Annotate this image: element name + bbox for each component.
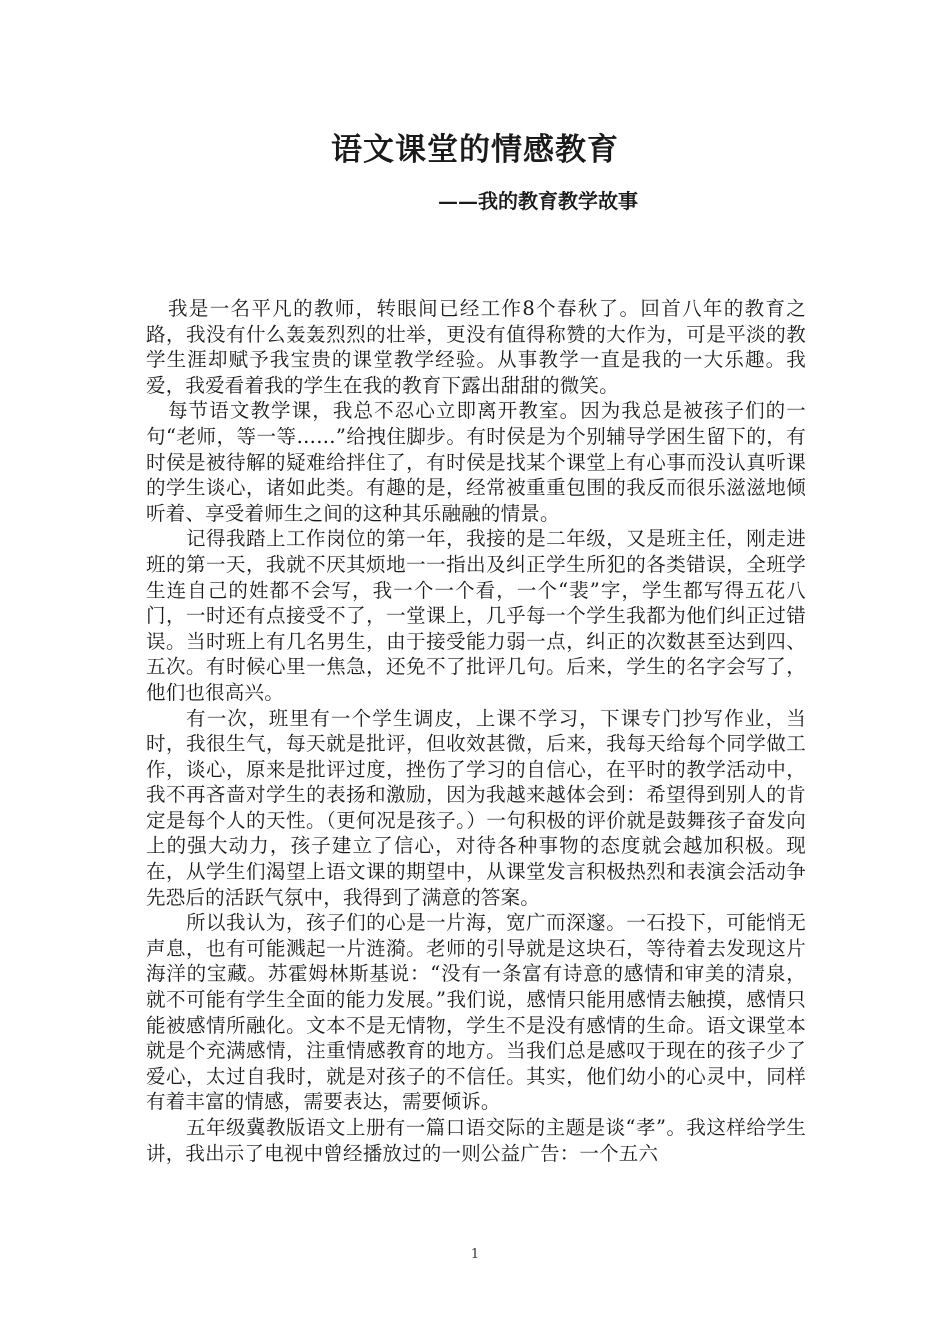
paragraph-naughty-student: 有一次，班里有一个学生调皮，上课不学习，下课专门抄写作业，当时，我很生气，每天就是批评，但收效甚微，后来，我每天给每个同学做工作，谈心，原来是批评过度，挫伤了学习的自信心，在平时的教学活动中，我不再吝啬对学生的表扬和激励，因为我越来越体会到：希望得到别人的肯定是每个人的天性。（更何况是孩子。）一句积极的评价就是鼓舞孩子奋发向上的强大动力，孩子建立了信心，对待各种事物的态度就会越加积极。现在，从学生们渴望上语文课的期望中，从课堂发言积极热烈和表演会活动争先恐后的活跃气氛中，我得到了满意的答案。	[146, 706, 806, 909]
paragraph-filial-piety: 五年级冀教版语文上册有一篇口语交际的主题是谈“孝”。我这样给学生讲，我出示了电视中曾经播放过的一则公益广告：一个五六	[146, 1116, 806, 1165]
document-title: 语文课堂的情感教育	[331, 132, 619, 168]
document-subtitle: ——我的教育教学故事	[438, 189, 638, 213]
page-number: 1	[470, 1247, 480, 1262]
paragraph-children-hearts: 所以我认为，孩子们的心是一片海，宽广而深邃。一石投下，可能悄无声息，也有可能溅起一片涟漪。老师的引导就是这块石，等待着去发现这片海洋的宝藏。苏霍姆林斯基说：“没有一条富有诗意的感情和审美的清泉，就不可能有学生全面的能力发展。”我们说，感情只能用感情去触摸，感情只能被感情所融化。文本不是无情物，学生不是没有感情的生命。语文课堂本就是个充满感情，注重情感教育的地方。当我们总是感叹于现在的孩子少了爱心，太过自我时，就是对孩子的不信任。其实，他们幼小的心灵中，同样有着丰富的情感，需要表达，需要倾诉。	[146, 911, 806, 1114]
paragraph-first-year: 记得我踏上工作岗位的第一年，我接的是二年级，又是班主任，刚走进班的第一天，我就不厌其烦地一一指出及纠正学生所犯的各类错误，全班学生连自己的姓都不会写，我一个一个看，一个“裴”字，学生都写得五花八门，一时还有点接受不了，一堂课上，几乎每一个学生我都为他们纠正过错误。当时班上有几名男生，由于接受能力弱一点，纠正的次数甚至达到四、五次。有时候心里一焦急，还免不了批评几句。后来，学生的名字会写了，他们也很高兴。	[146, 527, 806, 704]
document-body	[146, 296, 806, 1166]
paragraph-intro: 我是一名平凡的教师，转眼间已经工作8个春秋了。回首八年的教育之路，我没有什么轰轰烈烈的壮举，更没有值得称赞的大作为，可是平淡的教学生涯却赋予我宝贵的课堂教学经验。从事教学一直是我的一大乐趣。我爱，我爱看着我的学生在我的教育下露出甜甜的微笑。	[146, 297, 806, 397]
paragraph-after-class: 每节语文教学课，我总不忍心立即离开教室。因为我总是被孩子们的一句“老师，等一等……”给拽住脚步。有时侯是为个别辅导学困生留下的，有时侯是被待解的疑难给拌住了，有时侯是找某个课堂上有心事而没认真听课的学生谈心，诸如此类。有趣的是，经常被重重包围的我反而很乐滋滋地倾听着、享受着师生之间的这种其乐融融的情景。	[146, 399, 806, 525]
